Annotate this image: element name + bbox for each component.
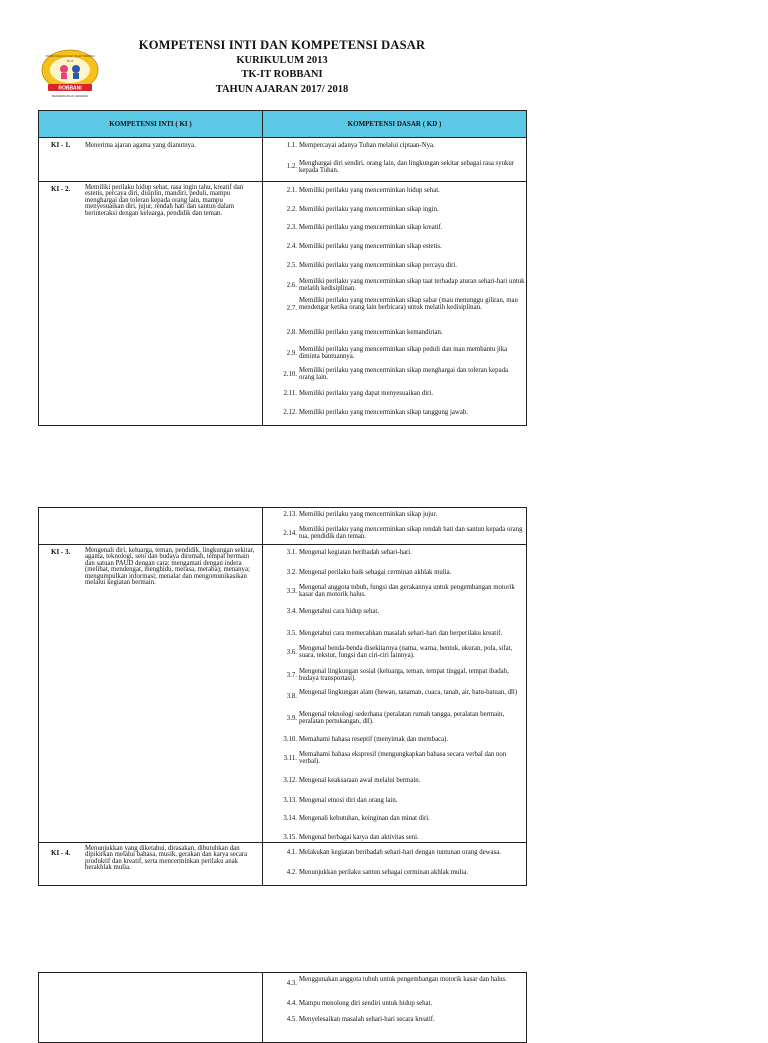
logo-banner-text: ROBBANI (58, 85, 82, 92)
kd-list-ki3: 3.1. Mengenal kegiatan beribadah sehari-hari. 3.2. Mengenal perilaku baik sebagai cerminan akhlak mulia. 3.3. Mengenal anggota tubuh, fungsi dan gerakannya untuk pengembangan motorik kasar dan motorik halus. 3.4. Mengetahui cara hidup sehat. 3.5. Mengetahui cara memecahkan masalah sehari-hari dan berperilaku kreatif. 3.6. Mengenal benda-benda disekitarnya (nama, warna, bentuk, ukuran, pola, sifat, suara, tekstur, fungsi dan ciri-ciri lainnya). 3.7. Mengenal lingkungan sosial (keluarga, teman, tempat tinggal, tempat ibadah, budaya transportasi). 3.8. Mengenal lingkungan alam (hewan, tanaman, cuaca, tanah, air, batu-batuan, dll) 3.9. Mengenal teknologi sederhana (peralatan rumah tangga, peralatan bermain, peralatan pertukangan, dll). 3.10. Memahami bahasa reseptif (menyimak dan membaca). 3.11. Memahami bahasa ekspresif (mengungkapkan bahasa secara verbal dan non verbal). 3.12. Mengenal keaksaraan awal melalui bermain. 3.13. Mengenal emosi diri dan orang lain. 3.14. Mengenali kebutuhan, keinginan dan minat diri. 3.15. Mengenal berbagai karya dan aktivitas seni. (263, 545, 527, 843)
school-logo-icon (40, 46, 100, 102)
ki-1-cell (39, 138, 263, 182)
kd-list-ki4: 4.1. Melakukan kegiatan beribadah sehari-hari dengan tuntunan orang dewasa. 4.2. Menunjukkan perilaku santun sebagai cerminan akhlak mulia. (263, 843, 527, 886)
curriculum-label: KURIKULUM 2013 (236, 55, 328, 66)
academic-year: TAHUN AJARAN 2017/ 2018 (215, 84, 349, 95)
kd-list-ki2: 2.1. Memiliki perilaku yang mencerminkan hidup sehat. 2.2. Memiliki perilaku yang mencerminkan sikap ingin. 2.3. Memiliki perilaku yang mencerminkan sikap kreatif. 2.4. Memiliki perilaku yang mencerminkan sikap estetis. 2.5. Memiliki perilaku yang mencerminkan sikap percaya diri. 2.6. Memiliki perilaku yang mencerminkan sikap taat terhadap aturan sehari-hari untuk melatih kedisiplinan. 2.7. Memiliki perilaku yang mencerminkan sikap sabar (mau menunggu giliran, mau mendengar ketika orang lain berbicara) untuk melatih kedisiplinan. 2.8. Memiliki perilaku yang mencerminkan kemandirian. 2.9. Memiliki perilaku yang mencerminkan sikap peduli dan mau membantu jika diminta bantuannya. 2.10. Memiliki perilaku yang mencerminkan sikap menghargai dan toleran kepada orang lain. 2.11. Memiliki perilaku yang dapat menyesuaikan diri. 2.12. Memiliki perilaku yang mencerminkan sikap tanggung jawab. (263, 182, 527, 426)
kd-list-continued: 2.13. Memiliki perilaku yang mencerminkan sikap jujur. 2.14. Memiliki perilaku yang mencerminkan sikap rendah hati dan santun kepada orang tua, pendidik dan teman. (263, 508, 527, 545)
document-title: KOMPETENSI INTI DAN KOMPETENSI DASAR (138, 38, 426, 52)
school-name: TK-IT ROBBANI (241, 69, 323, 80)
ki-code: KI - 1. (51, 141, 71, 149)
kd-list-ki1: 1.1. Mempercayai adanya Tuhan melalui ciptaan-Nya. 1.2. Menghargai diri sendiri, orang lain, dan lingkungan sekitar sebagai rasa syukur kepada Tuhan. (263, 138, 527, 182)
header-kd: KOMPETENSI DASAR ( KD ) (263, 111, 527, 138)
logo-sub-text: TK-IT (66, 59, 74, 63)
ki-2-cell (39, 182, 263, 426)
logo-caption: MENCERDASKAN GENERASI (51, 95, 89, 98)
ki-text: Menerima ajaran agama yang dianutnya. (85, 142, 196, 149)
competency-table-page2 (38, 507, 527, 886)
ki-code: KI - 4. (51, 849, 71, 857)
ki-text: Mengenali diri, keluarga, teman, pendidik, lingkungan sekitar, agama, teknologi, seni dan budaya dirumah, tempat bermain dan satuan PAUD dengan cara: mengamati dengan indera (melihat, mendengar, menghidu, merasa, meraba); menanya; mengumpulkan informasi; menalar dan mengomunikasikan melalui kegiatan bermain. (85, 547, 255, 587)
ki-text: Menunjukkan yang diketahui, dirasakan, dibutuhkan dan dipikirkan melalui bahasa, musik, gerakan dan karya secara produktif dan kreatif, serta mencerminkan perilaku anak berakhlak mulia. (85, 845, 248, 872)
kd-list-continued: 4.3. Menggunakan anggota tubuh untuk pengembangan motorik kasar dan halus. 4.4. Mampu menolong diri sendiri untuk hidup sehat. 4.5. Menyelesaikan masalah sehari-hari secara kreatif. (263, 973, 527, 1043)
ki-4-cell (39, 843, 263, 886)
competency-table-page3 (38, 972, 527, 1043)
ki-code: KI - 2. (51, 185, 71, 193)
header-ki: KOMPETENSI INTI ( KI ) (39, 111, 263, 138)
competency-table-page1 (38, 110, 527, 426)
ki-code: KI - 3. (51, 548, 71, 556)
ki-text: Memiliki perilaku hidup sehat, rasa ingin tahu, kreatif dan estetis, percaya diri, disiplin, mandiri, peduli, mampu menghargai dan toleran kepada orang lain, mampu menyesuaikan diri, jujur, rendah hati dan santun dalam berinteraksi dengan keluarga, pendidik dan teman. (85, 184, 244, 217)
ki-continued-cell (39, 973, 263, 1043)
logo-arc-text: TAMAN KANAK-KANAK ISLAM TERPADU (45, 55, 95, 58)
ki-3-cell (39, 545, 263, 843)
ki-continued-cell (39, 508, 263, 545)
